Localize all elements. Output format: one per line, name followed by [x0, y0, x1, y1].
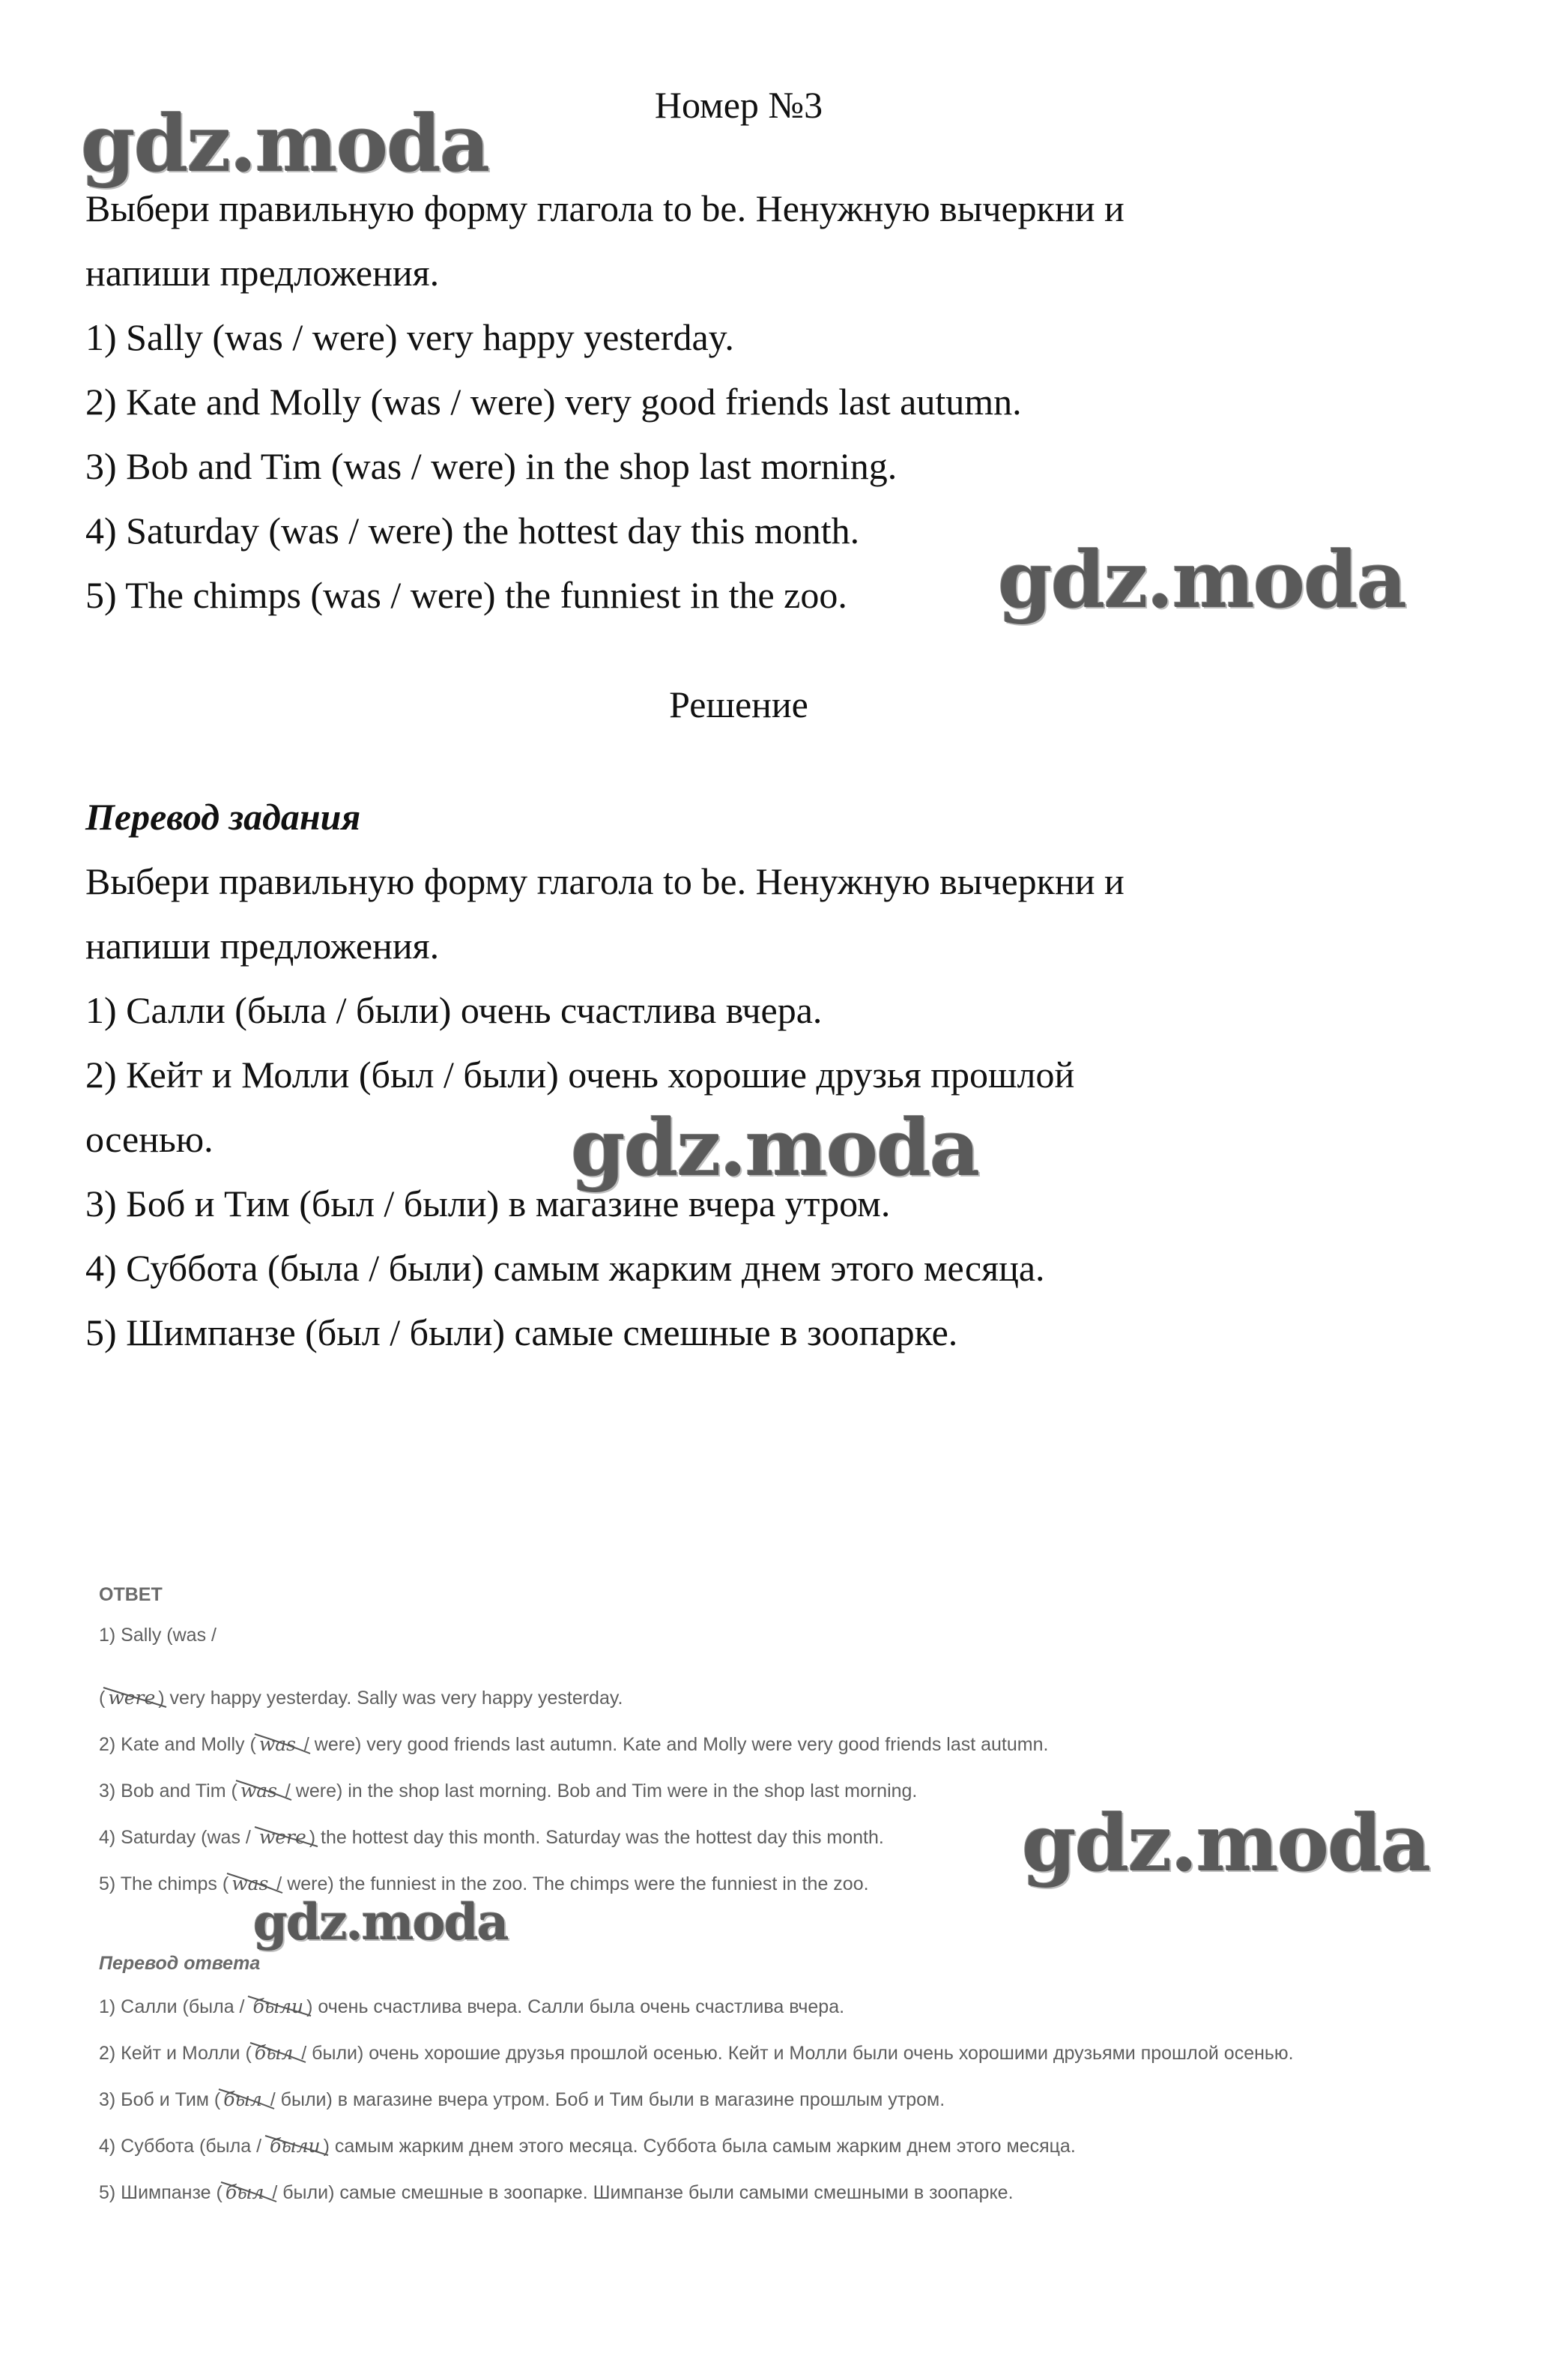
answer-text: / were) very good friends last autumn. Kate and Molly were very good friends last autumn. [298, 1734, 1049, 1755]
answer-text: 1) Sally (was / [99, 1625, 217, 1646]
crossed-word-text: were [108, 1687, 156, 1709]
strike-mark [246, 1990, 314, 2020]
crossed-word-text: were [258, 1826, 306, 1848]
solution-heading: Решение [669, 683, 808, 725]
crossed-out-word [249, 1995, 306, 2019]
crossed-out-word [220, 2088, 265, 2112]
crossed-word-text: были [269, 2135, 321, 2157]
watermark-logo: gdz.moda [81, 97, 489, 190]
answer-translation-item [99, 2181, 1014, 2205]
answer-text: / были) очень хорошие друзья прошлой осенью. Кейт и Молли были очень хорошими друзьями прошлой осенью. [296, 2043, 1294, 2064]
answer-text: 5) The chimps ( [99, 1873, 229, 1894]
answer-text: ) самым жарким днем этого месяца. Суббота была самым жарким днем этого месяца. [323, 2136, 1076, 2157]
answer-text: 4) Суббота (была / [99, 2136, 267, 2157]
task-item: 4) Saturday (was / were) the hottest day this month. [85, 510, 860, 552]
strike-mark [264, 2130, 331, 2160]
strike-mark [217, 2083, 277, 2113]
crossed-word-text: was [240, 1780, 277, 1801]
crossed-out-word [252, 2041, 297, 2065]
answer-item [99, 1872, 869, 1896]
crossed-word-text: was [231, 1873, 269, 1894]
answer-text: / were) in the shop last morning. Bob and Tim were in the shop last morning. [279, 1780, 918, 1801]
answer-text: / были) самые смешные в зоопарке. Шимпанзе были самыми смешными в зоопарке. [267, 2182, 1014, 2203]
translation-item: осенью. [85, 1118, 214, 1160]
answer-item [99, 1686, 623, 1710]
task-item: 3) Bob and Tim (was / were) in the shop last morning. [85, 445, 897, 487]
watermark-logo: gdz.moda [1022, 1797, 1430, 1889]
answer-text: 5) Шимпанзе ( [99, 2182, 223, 2203]
crossed-word-text: были [252, 1996, 304, 2017]
task-item: 5) The chimps (was / were) the funniest in the zoo. [85, 574, 847, 616]
answer-text: / were) the funniest in the zoo. The chimps were the funniest in the zoo. [271, 1873, 869, 1894]
strike-mark [249, 2037, 309, 2067]
crossed-out-word [237, 1779, 280, 1803]
strike-mark [234, 1775, 294, 1804]
crossed-out-word [228, 1872, 271, 1896]
strike-mark [253, 1728, 313, 1758]
answer-text: ( [99, 1688, 106, 1709]
crossed-out-word [256, 1733, 299, 1757]
answer-heading: ОТВЕТ [99, 1584, 163, 1605]
translation-intro: напиши предложения. [85, 925, 440, 967]
answer-translation-item [99, 1995, 844, 2019]
answer-text: 1) Салли (была / [99, 1996, 250, 2017]
task-item: 1) Sally (was / were) very happy yesterday. [85, 316, 734, 358]
crossed-word-text: was [258, 1733, 296, 1755]
answer-translation-item [99, 2134, 1076, 2158]
crossed-out-word [223, 2181, 267, 2205]
crossed-out-word [267, 2134, 324, 2158]
answer-text: ) очень счастлива вчера. Салли была очень счастлива вчера. [306, 1996, 845, 2017]
answer-text: ) the hottest day this month. Saturday was the hottest day this month. [309, 1827, 884, 1848]
crossed-out-word [256, 1825, 309, 1849]
answer-item [99, 1825, 884, 1849]
translation-item: 2) Кейт и Молли (был / были) очень хорошие друзья прошлой [85, 1054, 1075, 1096]
crossed-word-text: был [223, 2088, 262, 2110]
answer-translation-item [99, 2088, 945, 2112]
strike-mark [225, 1867, 285, 1897]
translation-item: 3) Боб и Тим (был / были) в магазине вчера утром. [85, 1183, 891, 1224]
task-intro: напиши предложения. [85, 252, 440, 294]
answer-text: / были) в магазине вчера утром. Боб и Тим были в магазине прошлым утром. [264, 2089, 945, 2110]
answer-text: ) very happy yesterday. Sally was very happy yesterday. [158, 1688, 623, 1709]
translation-item: 5) Шимпанзе (был / были) самые смешные в зоопарке. [85, 1311, 958, 1353]
watermark-logo: gdz.moda [253, 1893, 508, 1951]
answer-text: 2) Kate and Molly ( [99, 1734, 256, 1755]
answer-text: 2) Кейт и Молли ( [99, 2043, 252, 2064]
translation-item: 4) Суббота (была / были) самым жарким днем этого месяца. [85, 1247, 1045, 1289]
answer-translation-item [99, 2041, 1294, 2065]
translation-intro: Выбери правильную форму глагола to be. Ненужную вычеркни и [85, 860, 1124, 902]
watermark-logo: gdz.moda [571, 1102, 979, 1194]
task-item: 2) Kate and Molly (was / were) very good friends last autumn. [85, 381, 1022, 423]
translation-heading: Перевод задания [85, 796, 361, 838]
strike-mark [220, 2176, 279, 2206]
answer-item [99, 1623, 217, 1647]
watermark-logo: gdz.moda [998, 534, 1406, 626]
crossed-word-text: был [225, 2181, 264, 2203]
task-intro: Выбери правильную форму глагола to be. Ненужную вычеркни и [85, 187, 1124, 229]
translation-item: 1) Салли (была / были) очень счастлива вчера. [85, 989, 823, 1031]
answer-text: 4) Saturday (was / [99, 1827, 256, 1848]
page-title: Номер №3 [654, 84, 823, 126]
answer-text: 3) Боб и Тим ( [99, 2089, 221, 2110]
answer-translation-heading: Перевод ответа [99, 1953, 261, 1974]
answer-item [99, 1779, 917, 1803]
strike-mark [102, 1682, 169, 1712]
strike-mark [253, 1821, 321, 1851]
crossed-word-text: был [254, 2042, 294, 2064]
crossed-out-word [105, 1686, 158, 1710]
answer-item [99, 1733, 1048, 1757]
answer-text: 3) Bob and Tim ( [99, 1780, 237, 1801]
